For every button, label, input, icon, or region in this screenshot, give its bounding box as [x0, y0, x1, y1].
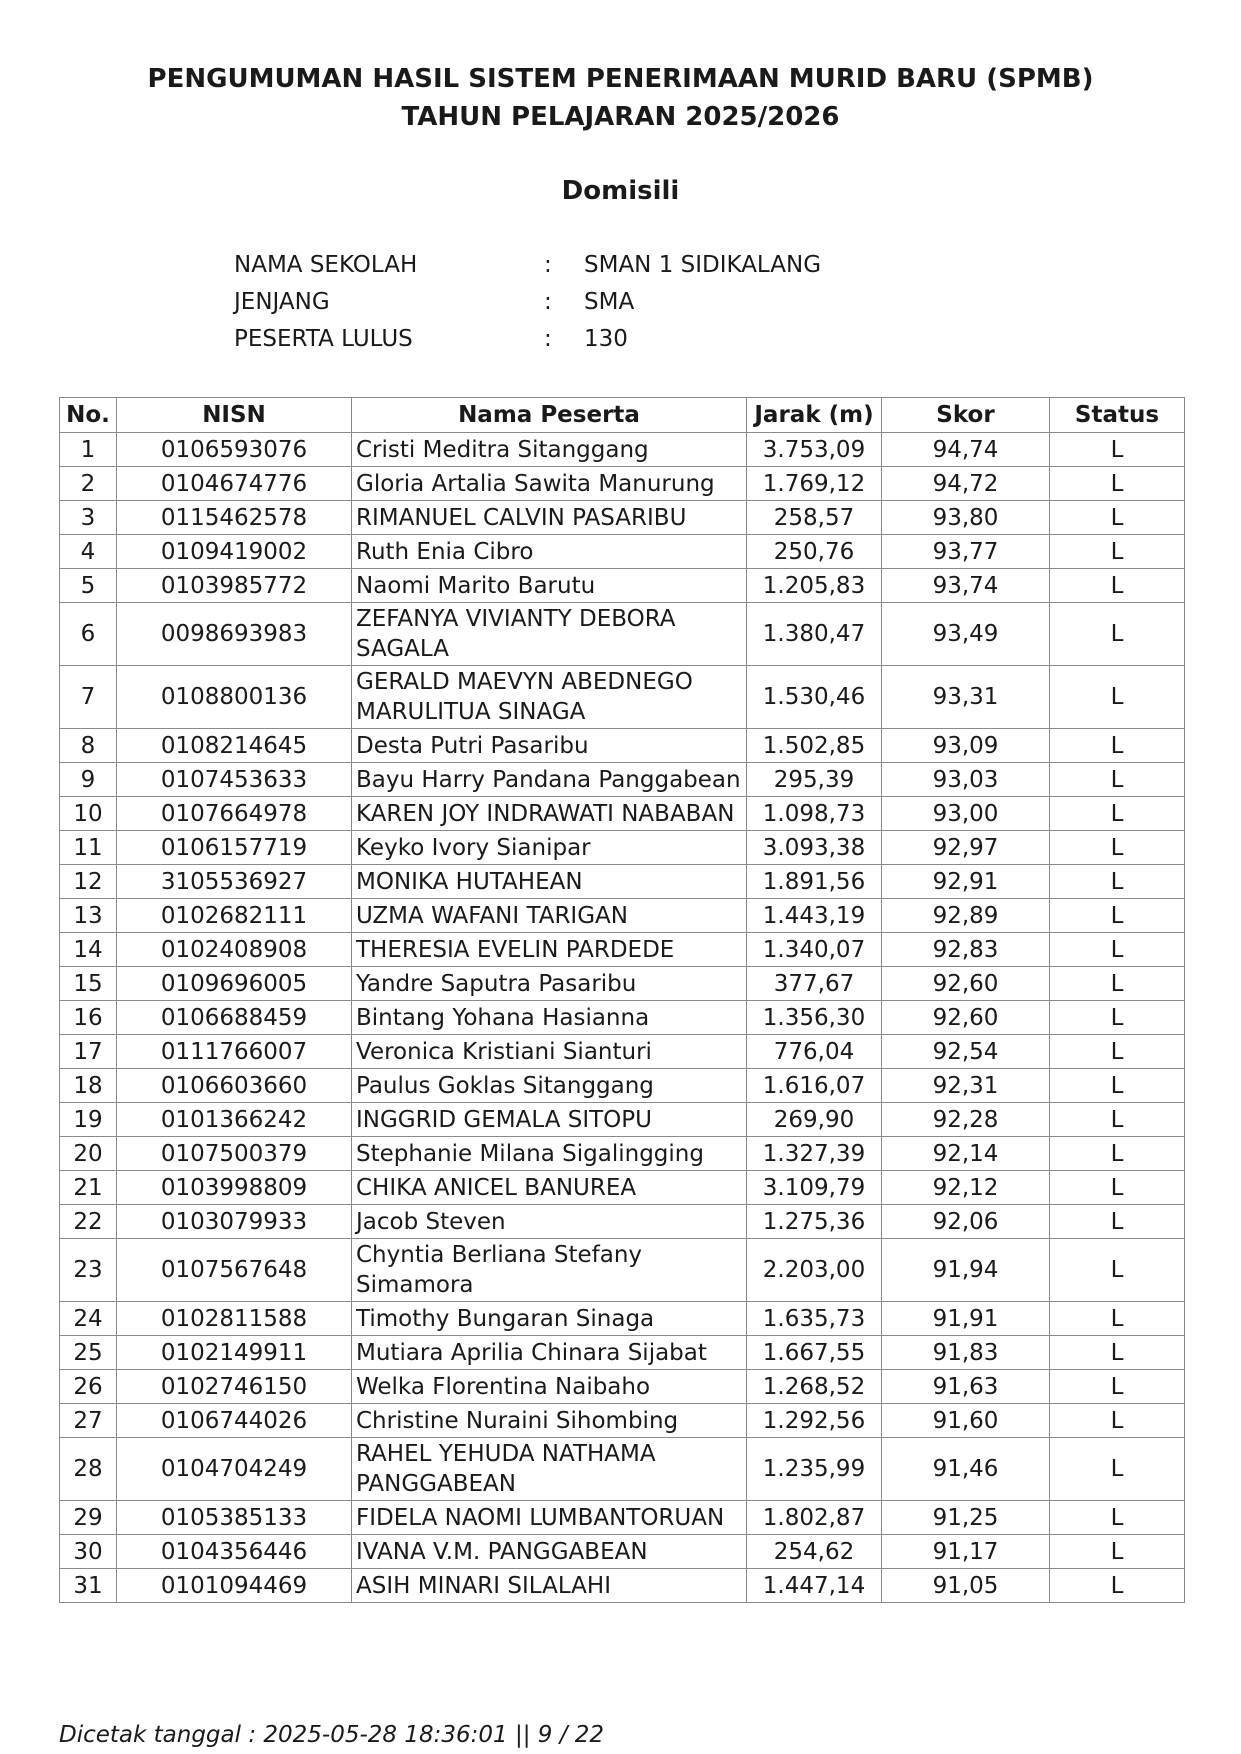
cell-status: L	[1050, 1239, 1185, 1302]
info-label: PESERTA LULUS	[234, 326, 413, 352]
cell-no: 11	[60, 831, 117, 865]
cell-status: L	[1050, 1035, 1185, 1069]
table-header-row	[60, 398, 1185, 433]
cell-no: 19	[60, 1103, 117, 1137]
cell-nisn: 0107567648	[117, 1239, 352, 1302]
cell-nisn: 0107664978	[117, 797, 352, 831]
cell-status: L	[1050, 729, 1185, 763]
cell-status: L	[1050, 967, 1185, 1001]
cell-distance: 1.292,56	[747, 1404, 882, 1438]
cell-name: Keyko Ivory Sianipar	[352, 831, 747, 865]
header-no: No.	[60, 398, 117, 433]
info-row-school	[234, 252, 821, 289]
cell-name: FIDELA NAOMI LUMBANTORUAN	[352, 1501, 747, 1535]
cell-nisn: 0102682111	[117, 899, 352, 933]
cell-no: 10	[60, 797, 117, 831]
cell-distance: 1.802,87	[747, 1501, 882, 1535]
table-row	[60, 865, 1185, 899]
cell-distance: 1.635,73	[747, 1302, 882, 1336]
cell-name: ZEFANYA VIVIANTY DEBORA SAGALA	[352, 603, 747, 666]
cell-distance: 1.447,14	[747, 1569, 882, 1603]
info-value: 130	[584, 326, 628, 352]
cell-nisn: 0102408908	[117, 933, 352, 967]
cell-nisn: 0103079933	[117, 1205, 352, 1239]
cell-no: 14	[60, 933, 117, 967]
cell-distance: 776,04	[747, 1035, 882, 1069]
table-row	[60, 1171, 1185, 1205]
cell-status: L	[1050, 1569, 1185, 1603]
cell-no: 6	[60, 603, 117, 666]
cell-nisn: 3105536927	[117, 865, 352, 899]
cell-distance: 250,76	[747, 535, 882, 569]
cell-distance: 1.275,36	[747, 1205, 882, 1239]
cell-score: 93,00	[882, 797, 1050, 831]
cell-distance: 1.616,07	[747, 1069, 882, 1103]
cell-no: 12	[60, 865, 117, 899]
cell-name: Yandre Saputra Pasaribu	[352, 967, 747, 1001]
cell-distance: 1.502,85	[747, 729, 882, 763]
cell-no: 18	[60, 1069, 117, 1103]
cell-name: Veronica Kristiani Sianturi	[352, 1035, 747, 1069]
cell-nisn: 0106603660	[117, 1069, 352, 1103]
cell-score: 92,60	[882, 1001, 1050, 1035]
cell-nisn: 0098693983	[117, 603, 352, 666]
cell-status: L	[1050, 1438, 1185, 1501]
cell-no: 15	[60, 967, 117, 1001]
cell-score: 93,74	[882, 569, 1050, 603]
cell-score: 94,74	[882, 433, 1050, 467]
cell-status: L	[1050, 1103, 1185, 1137]
cell-nisn: 0102746150	[117, 1370, 352, 1404]
cell-no: 25	[60, 1336, 117, 1370]
cell-score: 92,54	[882, 1035, 1050, 1069]
cell-score: 92,31	[882, 1069, 1050, 1103]
cell-nisn: 0106744026	[117, 1404, 352, 1438]
cell-name: Naomi Marito Barutu	[352, 569, 747, 603]
cell-score: 92,91	[882, 865, 1050, 899]
print-footer: Dicetak tanggal : 2025-05-28 18:36:01 || 9 / 22	[59, 1722, 605, 1748]
info-label: JENJANG	[234, 289, 330, 315]
table-row	[60, 1103, 1185, 1137]
table-row	[60, 1001, 1185, 1035]
cell-score: 91,94	[882, 1239, 1050, 1302]
cell-name: RIMANUEL CALVIN PASARIBU	[352, 501, 747, 535]
cell-no: 31	[60, 1569, 117, 1603]
table-row	[60, 831, 1185, 865]
cell-name: ASIH MINARI SILALAHI	[352, 1569, 747, 1603]
header-nisn: NISN	[117, 398, 352, 433]
cell-status: L	[1050, 1501, 1185, 1535]
cell-no: 29	[60, 1501, 117, 1535]
cell-no: 8	[60, 729, 117, 763]
cell-name: CHIKA ANICEL BANUREA	[352, 1171, 747, 1205]
cell-score: 93,77	[882, 535, 1050, 569]
info-colon: :	[544, 252, 552, 278]
cell-status: L	[1050, 1370, 1185, 1404]
cell-distance: 254,62	[747, 1535, 882, 1569]
cell-score: 93,31	[882, 666, 1050, 729]
cell-nisn: 0109419002	[117, 535, 352, 569]
cell-name: Jacob Steven	[352, 1205, 747, 1239]
header-score: Skor	[882, 398, 1050, 433]
cell-status: L	[1050, 1137, 1185, 1171]
cell-no: 5	[60, 569, 117, 603]
cell-no: 9	[60, 763, 117, 797]
cell-score: 93,49	[882, 603, 1050, 666]
cell-name: Ruth Enia Cibro	[352, 535, 747, 569]
cell-no: 4	[60, 535, 117, 569]
cell-status: L	[1050, 763, 1185, 797]
cell-status: L	[1050, 1404, 1185, 1438]
cell-nisn: 0104356446	[117, 1535, 352, 1569]
cell-score: 93,80	[882, 501, 1050, 535]
cell-nisn: 0105385133	[117, 1501, 352, 1535]
header-name: Nama Peserta	[352, 398, 747, 433]
table-row	[60, 1438, 1185, 1501]
cell-score: 91,17	[882, 1535, 1050, 1569]
cell-nisn: 0106688459	[117, 1001, 352, 1035]
cell-status: L	[1050, 1069, 1185, 1103]
cell-distance: 3.109,79	[747, 1171, 882, 1205]
cell-distance: 1.530,46	[747, 666, 882, 729]
cell-score: 91,46	[882, 1438, 1050, 1501]
cell-name: IVANA V.M. PANGGABEAN	[352, 1535, 747, 1569]
cell-score: 92,83	[882, 933, 1050, 967]
cell-status: L	[1050, 433, 1185, 467]
cell-distance: 1.340,07	[747, 933, 882, 967]
cell-no: 26	[60, 1370, 117, 1404]
table-row	[60, 1035, 1185, 1069]
cell-score: 92,28	[882, 1103, 1050, 1137]
cell-distance: 1.443,19	[747, 899, 882, 933]
cell-distance: 295,39	[747, 763, 882, 797]
cell-no: 20	[60, 1137, 117, 1171]
info-value: SMAN 1 SIDIKALANG	[584, 252, 822, 278]
cell-no: 23	[60, 1239, 117, 1302]
cell-no: 16	[60, 1001, 117, 1035]
table-row	[60, 1205, 1185, 1239]
cell-distance: 1.327,39	[747, 1137, 882, 1171]
cell-status: L	[1050, 501, 1185, 535]
cell-distance: 1.235,99	[747, 1438, 882, 1501]
cell-score: 91,91	[882, 1302, 1050, 1336]
cell-no: 1	[60, 433, 117, 467]
cell-status: L	[1050, 467, 1185, 501]
cell-nisn: 0104704249	[117, 1438, 352, 1501]
cell-name: Paulus Goklas Sitanggang	[352, 1069, 747, 1103]
cell-distance: 1.356,30	[747, 1001, 882, 1035]
cell-no: 21	[60, 1171, 117, 1205]
cell-nisn: 0106157719	[117, 831, 352, 865]
cell-score: 91,63	[882, 1370, 1050, 1404]
cell-no: 13	[60, 899, 117, 933]
cell-score: 92,89	[882, 899, 1050, 933]
cell-status: L	[1050, 1302, 1185, 1336]
cell-name: GERALD MAEVYN ABEDNEGO MARULITUA SINAGA	[352, 666, 747, 729]
cell-score: 92,14	[882, 1137, 1050, 1171]
results-table	[59, 397, 1185, 1603]
cell-distance: 2.203,00	[747, 1239, 882, 1302]
cell-score: 91,83	[882, 1336, 1050, 1370]
cell-status: L	[1050, 535, 1185, 569]
cell-no: 30	[60, 1535, 117, 1569]
cell-distance: 269,90	[747, 1103, 882, 1137]
cell-no: 27	[60, 1404, 117, 1438]
table-row	[60, 1302, 1185, 1336]
info-row-passed	[234, 326, 821, 363]
header-status: Status	[1050, 398, 1185, 433]
cell-distance: 377,67	[747, 967, 882, 1001]
table-row	[60, 467, 1185, 501]
table-row	[60, 1336, 1185, 1370]
cell-score: 94,72	[882, 467, 1050, 501]
cell-name: KAREN JOY INDRAWATI NABABAN	[352, 797, 747, 831]
cell-nisn: 0115462578	[117, 501, 352, 535]
cell-nisn: 0101366242	[117, 1103, 352, 1137]
cell-no: 2	[60, 467, 117, 501]
cell-score: 91,60	[882, 1404, 1050, 1438]
table-row	[60, 1501, 1185, 1535]
cell-distance: 258,57	[747, 501, 882, 535]
cell-nisn: 0106593076	[117, 433, 352, 467]
table-row	[60, 1239, 1185, 1302]
cell-status: L	[1050, 865, 1185, 899]
cell-nisn: 0111766007	[117, 1035, 352, 1069]
table-row	[60, 603, 1185, 666]
cell-nisn: 0107500379	[117, 1137, 352, 1171]
cell-name: Gloria Artalia Sawita Manurung	[352, 467, 747, 501]
cell-name: INGGRID GEMALA SITOPU	[352, 1103, 747, 1137]
table-row	[60, 1404, 1185, 1438]
cell-distance: 1.098,73	[747, 797, 882, 831]
table-row	[60, 1370, 1185, 1404]
cell-no: 28	[60, 1438, 117, 1501]
table-row	[60, 797, 1185, 831]
cell-nisn: 0107453633	[117, 763, 352, 797]
table-row	[60, 535, 1185, 569]
cell-nisn: 0108214645	[117, 729, 352, 763]
title-line-2: TAHUN PELAJARAN 2025/2026	[401, 102, 840, 132]
cell-name: Chyntia Berliana Stefany Simamora	[352, 1239, 747, 1302]
cell-distance: 3.093,38	[747, 831, 882, 865]
table-row	[60, 899, 1185, 933]
cell-distance: 1.891,56	[747, 865, 882, 899]
cell-distance: 1.769,12	[747, 467, 882, 501]
cell-status: L	[1050, 933, 1185, 967]
cell-name: Christine Nuraini Sihombing	[352, 1404, 747, 1438]
cell-name: Bayu Harry Pandana Panggabean	[352, 763, 747, 797]
cell-distance: 1.380,47	[747, 603, 882, 666]
cell-score: 92,12	[882, 1171, 1050, 1205]
cell-name: THERESIA EVELIN PARDEDE	[352, 933, 747, 967]
cell-nisn: 0109696005	[117, 967, 352, 1001]
cell-name: Mutiara Aprilia Chinara Sijabat	[352, 1336, 747, 1370]
cell-status: L	[1050, 797, 1185, 831]
cell-nisn: 0101094469	[117, 1569, 352, 1603]
cell-status: L	[1050, 603, 1185, 666]
cell-score: 91,05	[882, 1569, 1050, 1603]
cell-name: Bintang Yohana Hasianna	[352, 1001, 747, 1035]
table-row	[60, 501, 1185, 535]
cell-nisn: 0102149911	[117, 1336, 352, 1370]
table-row	[60, 1069, 1185, 1103]
cell-name: Timothy Bungaran Sinaga	[352, 1302, 747, 1336]
cell-no: 17	[60, 1035, 117, 1069]
cell-score: 92,60	[882, 967, 1050, 1001]
cell-name: Stephanie Milana Sigalingging	[352, 1137, 747, 1171]
table-row	[60, 1535, 1185, 1569]
info-colon: :	[544, 326, 552, 352]
cell-status: L	[1050, 1205, 1185, 1239]
cell-no: 7	[60, 666, 117, 729]
cell-score: 91,25	[882, 1501, 1050, 1535]
cell-nisn: 0104674776	[117, 467, 352, 501]
cell-status: L	[1050, 1535, 1185, 1569]
cell-name: MONIKA HUTAHEAN	[352, 865, 747, 899]
info-label: NAMA SEKOLAH	[234, 252, 418, 278]
cell-distance: 1.667,55	[747, 1336, 882, 1370]
title-line-1: PENGUMUMAN HASIL SISTEM PENERIMAAN MURID BARU (SPMB)	[147, 64, 1094, 94]
table-row	[60, 1569, 1185, 1603]
info-row-level	[234, 289, 821, 326]
table-row	[60, 729, 1185, 763]
cell-score: 92,06	[882, 1205, 1050, 1239]
cell-nisn: 0108800136	[117, 666, 352, 729]
cell-no: 3	[60, 501, 117, 535]
cell-distance: 1.205,83	[747, 569, 882, 603]
cell-distance: 3.753,09	[747, 433, 882, 467]
table-row	[60, 1137, 1185, 1171]
cell-no: 22	[60, 1205, 117, 1239]
cell-name: UZMA WAFANI TARIGAN	[352, 899, 747, 933]
cell-status: L	[1050, 666, 1185, 729]
cell-nisn: 0102811588	[117, 1302, 352, 1336]
cell-status: L	[1050, 899, 1185, 933]
cell-score: 93,03	[882, 763, 1050, 797]
table-row	[60, 569, 1185, 603]
info-colon: :	[544, 289, 552, 315]
cell-nisn: 0103985772	[117, 569, 352, 603]
cell-name: Desta Putri Pasaribu	[352, 729, 747, 763]
table-row	[60, 967, 1185, 1001]
header-distance: Jarak (m)	[747, 398, 882, 433]
table-row	[60, 763, 1185, 797]
cell-no: 24	[60, 1302, 117, 1336]
cell-nisn: 0103998809	[117, 1171, 352, 1205]
cell-distance: 1.268,52	[747, 1370, 882, 1404]
cell-status: L	[1050, 1171, 1185, 1205]
table-row	[60, 433, 1185, 467]
cell-status: L	[1050, 569, 1185, 603]
info-value: SMA	[584, 289, 635, 315]
cell-name: Welka Florentina Naibaho	[352, 1370, 747, 1404]
cell-status: L	[1050, 1336, 1185, 1370]
cell-score: 93,09	[882, 729, 1050, 763]
cell-name: Cristi Meditra Sitanggang	[352, 433, 747, 467]
school-info	[234, 252, 821, 363]
category-heading: Domisili	[561, 176, 680, 206]
page-title	[0, 60, 1241, 136]
cell-score: 92,97	[882, 831, 1050, 865]
cell-name: RAHEL YEHUDA NATHAMA PANGGABEAN	[352, 1438, 747, 1501]
cell-status: L	[1050, 1001, 1185, 1035]
table-row	[60, 933, 1185, 967]
cell-status: L	[1050, 831, 1185, 865]
table-row	[60, 666, 1185, 729]
